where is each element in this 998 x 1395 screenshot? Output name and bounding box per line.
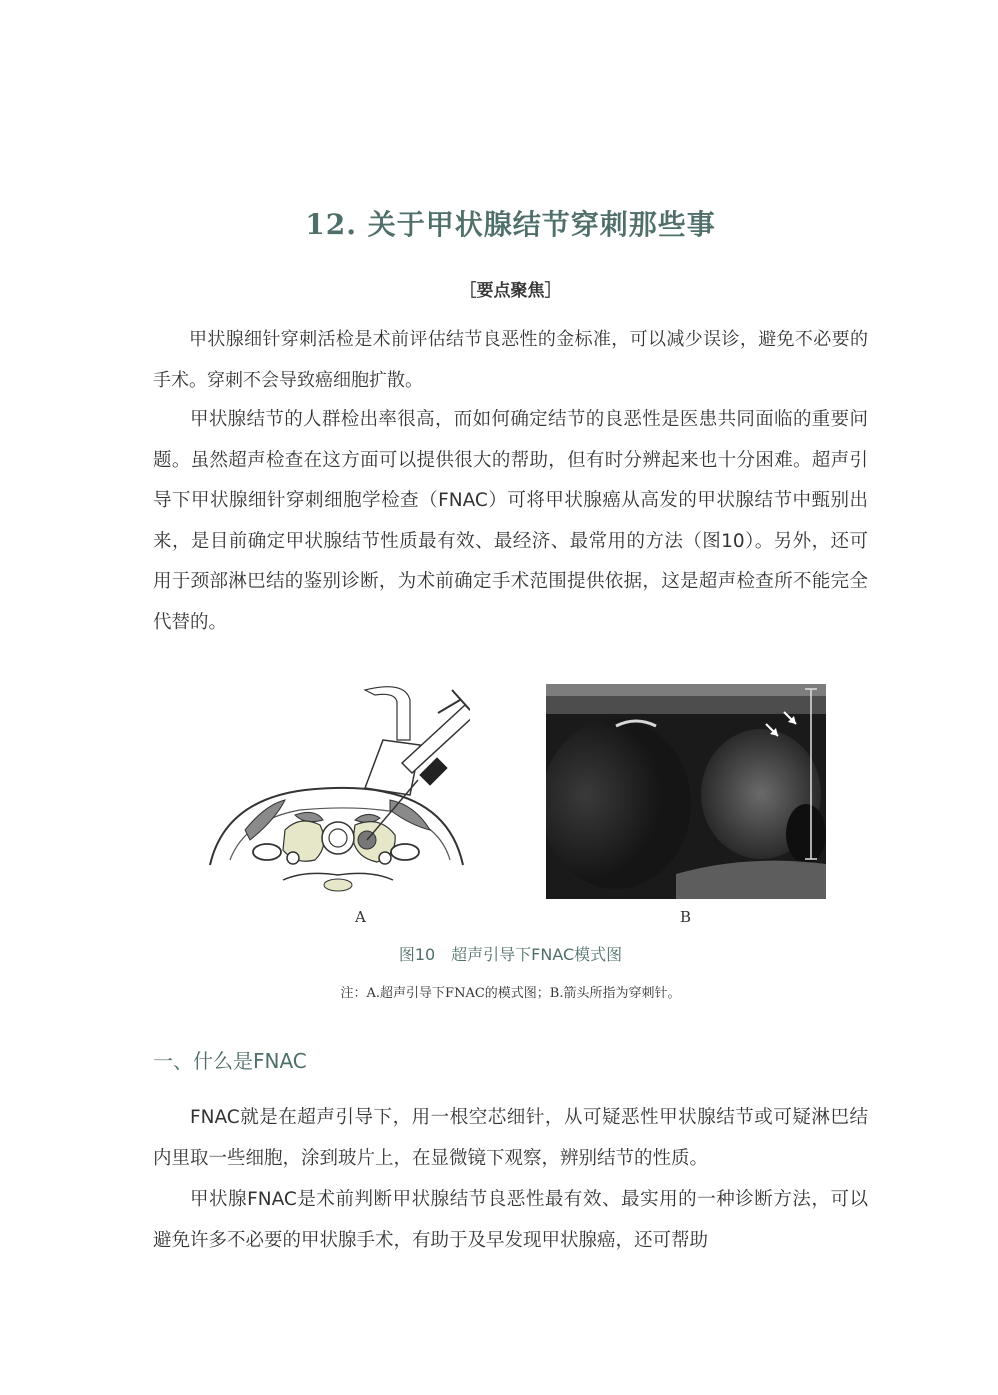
figure-label-a: A (355, 908, 366, 926)
figure-caption: 图10 超声引导下FNAC模式图 (398, 945, 623, 964)
fnac-value-paragraph: 甲状腺FNAC是术前判断甲状腺结节良恶性最有效、最实用的一种诊断方法，可以避免许多不必要的甲状腺手术，有助于及早发现甲状腺癌，还可帮助 (153, 1189, 868, 1251)
fnac-schematic-illustration (205, 680, 470, 895)
summary-paragraph: 甲状腺细针穿刺活检是术前评估结节良恶性的金标准，可以减少误诊，避免不必要的手术。穿刺不会导致癌细胞扩散。 (153, 329, 868, 391)
intro-paragraph: 甲状腺结节的人群检出率很高，而如何确定结节的良恶性是医患共同面临的重要问题。虽然超声检查在这方面可以提供很大的帮助，但有时分辨起来也十分困难。超声引导下甲状腺细针穿刺细胞学检查（FNAC）可将甲状腺癌从高发的甲状腺结节中甄别出来，是目前确定甲状腺结节性质最有效、最经济、最常用的方法（图10）。另外，还可用于颈部淋巴结的鉴别诊断，为术前确定手术范围提供依据，这是超声检查所不能完全代替的。 (153, 409, 868, 633)
ultrasound-image (546, 684, 826, 899)
page-title: 12. 关于甲状腺结节穿刺那些事 (305, 208, 716, 241)
fnac-definition-paragraph: FNAC就是在超声引导下，用一根空芯细针，从可疑恶性甲状腺结节或可疑淋巴结内里取一些细胞，涂到玻片上，在显微镜下观察，辨别结节的性质。 (153, 1107, 868, 1169)
section-heading: 一、什么是FNAC (153, 1049, 307, 1073)
keypoint-heading: ［要点聚焦］ (459, 281, 562, 301)
figure-10 (205, 680, 825, 925)
figure-label-b: B (680, 908, 692, 926)
figure-note: 注：A.超声引导下FNAC的模式图；B.箭头所指为穿刺针。 (340, 986, 681, 1001)
